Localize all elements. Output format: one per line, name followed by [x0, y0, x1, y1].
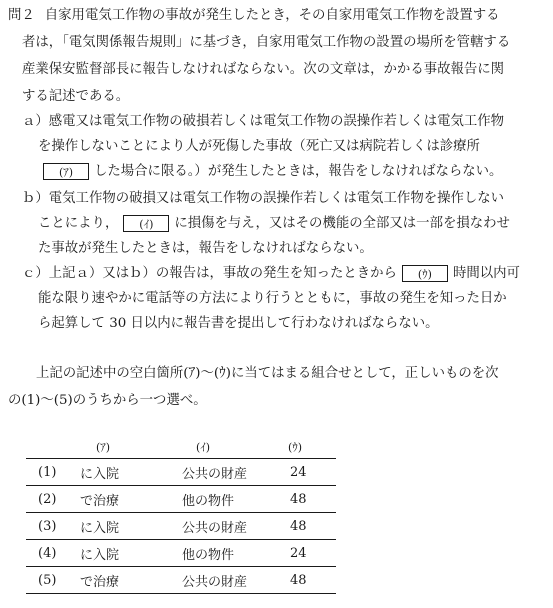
choice-number: (1) [26, 459, 80, 486]
instruction-line-2: の(1)～(5)のうちから一つ選べ。 [8, 393, 207, 408]
choice-number: (4) [26, 540, 80, 567]
answer-row-5[interactable] [26, 567, 336, 594]
header-blank-c: (ｳ) [288, 441, 303, 454]
choice-blank-a-value: に入院 [80, 459, 182, 486]
answer-choices-table [26, 436, 336, 594]
question-intro-line-1 [8, 6, 500, 26]
choice-blank-a-value: で治療 [80, 486, 182, 513]
blank-c-box: (ｳ) [402, 265, 448, 282]
choice-blank-c-value: 48 [278, 486, 336, 513]
item-b-line-2 [38, 214, 510, 234]
question-intro-line-3: 産業保安監督部長に報告しなければならない。次の文章は，かかる事故報告に関 [22, 62, 505, 77]
answer-row-2[interactable] [26, 486, 336, 513]
answer-table-header-row [26, 436, 336, 459]
choice-blank-b-value: 公共の財産 [182, 459, 278, 486]
choice-number: (5) [26, 567, 80, 594]
item-a-line-3 [38, 162, 502, 182]
instruction-line-1: 上記の記述中の空白箇所(ｱ)～(ｳ)に当てはまる組合せとして，正しいものを次 [36, 366, 499, 381]
item-a-line-2: を操作しないことにより人が死傷した事故（死亡又は病院若しくは診療所 [38, 139, 480, 154]
header-blank-a: (ｱ) [96, 441, 111, 454]
choice-number: (2) [26, 486, 80, 513]
answer-row-1[interactable] [26, 459, 336, 486]
choice-blank-c-value: 24 [278, 540, 336, 567]
item-c-line-2: 能な限り速やかに電話等の方法により行うとともに，事故の発生を知った日か [38, 291, 507, 306]
item-c-line-1-post: 時間以内可 [452, 266, 520, 281]
question-intro-line-2: 者は，「電気関係報告規則」に基づき，自家用電気工作物の設置の場所を管轄する [22, 35, 511, 50]
choice-blank-c-value: 48 [278, 567, 336, 594]
blank-b-box: (ｲ) [123, 215, 169, 232]
choice-blank-b-value: 他の物件 [182, 486, 278, 513]
answer-row-4[interactable] [26, 540, 336, 567]
intro-text: 自家用電気工作物の事故が発生したとき，その自家用電気工作物を設置する [44, 8, 500, 23]
header-blank-b: (ｲ) [196, 441, 211, 454]
question-intro-line-4: する記述である。 [22, 89, 130, 104]
choice-blank-a-value: に入院 [80, 540, 182, 567]
question-number: 問２ [8, 8, 35, 23]
item-a-line-1: ａ）感電又は電気工作物の破損若しくは電気工作物の誤操作若しくは電気工作物 [22, 114, 505, 129]
choice-blank-b-value: 公共の財産 [182, 567, 278, 594]
choice-blank-a-value: で治療 [80, 567, 182, 594]
choice-blank-c-value: 24 [278, 459, 336, 486]
item-b-line-2-pre: ことにより， [38, 216, 119, 231]
choice-blank-a-value: に入院 [80, 513, 182, 540]
item-b-line-1: ｂ）電気工作物の破損又は電気工作物の誤操作若しくは電気工作物を操作しない [22, 191, 505, 206]
item-c-line-1-pre: ｃ）上記ａ）又はｂ）の報告は，事故の発生を知ったときから [22, 266, 397, 281]
answer-row-3[interactable] [26, 513, 336, 540]
blank-a-box: (ｱ) [43, 163, 89, 180]
choice-blank-c-value: 48 [278, 513, 336, 540]
header-choice-no [26, 436, 80, 459]
choice-blank-b-value: 公共の財産 [182, 513, 278, 540]
choice-blank-b-value: 他の物件 [182, 540, 278, 567]
item-c-line-1 [22, 264, 520, 284]
item-b-line-3: た事故が発生したときは，報告をしなければならない。 [38, 241, 373, 256]
item-a-line-3-text: した場合に限る。）が発生したときは，報告をしなければならない。 [94, 164, 503, 179]
choice-number: (3) [26, 513, 80, 540]
item-c-line-3: ら起算して 30 日以内に報告書を提出して行わなければならない。 [38, 316, 439, 331]
item-b-line-2-post: に損傷を与え，又はその機能の全部又は一部を損なわせ [174, 216, 510, 231]
